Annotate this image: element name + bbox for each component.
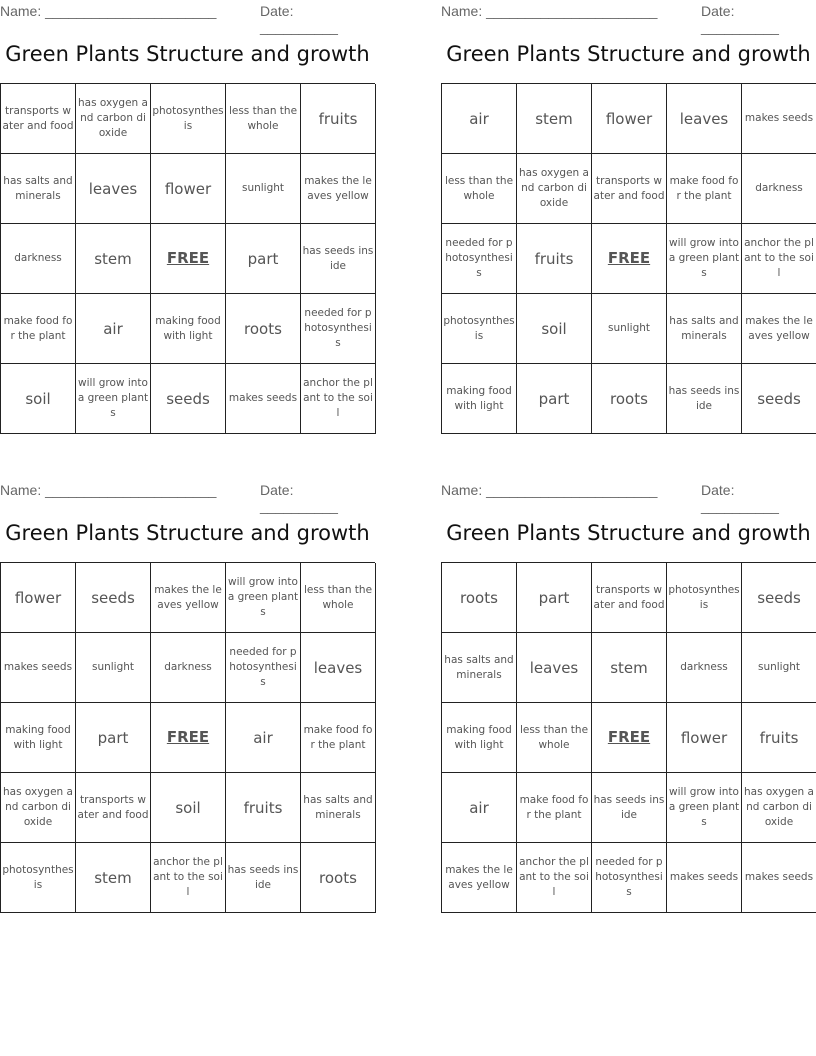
bingo-cell: less than the whole — [301, 563, 376, 633]
name-field-label: Name: ______________________ — [0, 3, 217, 19]
bingo-cell: has salts and minerals — [442, 633, 517, 703]
bingo-cell: makes seeds — [1, 633, 76, 703]
bingo-cell: make food for the plant — [1, 294, 76, 364]
free-space-cell: FREE — [592, 224, 667, 294]
bingo-card-4 — [441, 479, 816, 898]
bingo-cell: has oxygen and carbon dioxide — [517, 154, 592, 224]
bingo-cell: will grow into a green plants — [226, 563, 301, 633]
bingo-cell: anchor the plant to the soil — [301, 364, 376, 434]
card-header — [441, 479, 816, 514]
bingo-cell: makes seeds — [226, 364, 301, 434]
bingo-cell: flower — [151, 154, 226, 224]
bingo-cell: has oxygen and carbon dioxide — [76, 84, 151, 154]
bingo-cell: seeds — [742, 563, 816, 633]
bingo-cell: leaves — [301, 633, 376, 703]
bingo-cell: will grow into a green plants — [76, 364, 151, 434]
bingo-cell: seeds — [742, 364, 816, 434]
bingo-cell: anchor the plant to the soil — [151, 843, 226, 913]
free-space-cell: FREE — [151, 224, 226, 294]
bingo-cell: roots — [301, 843, 376, 913]
free-space-cell: FREE — [151, 703, 226, 773]
bingo-cell: making food with light — [151, 294, 226, 364]
bingo-cell: has seeds inside — [301, 224, 376, 294]
date-field-label: Date: __________ — [260, 3, 338, 35]
free-space-cell: FREE — [592, 703, 667, 773]
bingo-card-2 — [441, 0, 816, 412]
bingo-cell: roots — [442, 563, 517, 633]
bingo-cell: anchor the plant to the soil — [517, 843, 592, 913]
bingo-card-1 — [0, 0, 375, 419]
card-header — [0, 479, 375, 514]
bingo-cell: stem — [592, 633, 667, 703]
card-title: Green Plants Structure and growth — [5, 42, 370, 66]
bingo-grid — [0, 83, 375, 434]
bingo-cell: stem — [76, 843, 151, 913]
date-field-label: Date: __________ — [260, 482, 338, 514]
bingo-cell: fruits — [742, 703, 816, 773]
bingo-cell: soil — [517, 294, 592, 364]
bingo-cell: part — [517, 563, 592, 633]
bingo-cell: make food for the plant — [517, 773, 592, 843]
bingo-cell: sunlight — [742, 633, 816, 703]
bingo-grid — [441, 562, 816, 913]
bingo-cell: flower — [1, 563, 76, 633]
bingo-cell: has salts and minerals — [301, 773, 376, 843]
bingo-cell: making food with light — [1, 703, 76, 773]
bingo-cell: air — [76, 294, 151, 364]
bingo-cell: transports water and food — [1, 84, 76, 154]
bingo-cell: darkness — [742, 154, 816, 224]
card-header — [441, 0, 816, 35]
bingo-cell: will grow into a green plants — [667, 224, 742, 294]
bingo-cell: makes the leaves yellow — [301, 154, 376, 224]
bingo-cell: roots — [226, 294, 301, 364]
bingo-cell: has oxygen and carbon dioxide — [742, 773, 816, 843]
card-title: Green Plants Structure and growth — [446, 42, 811, 66]
date-field-label: Date: __________ — [701, 482, 779, 514]
name-field-label: Name: ______________________ — [441, 3, 658, 19]
bingo-cell: darkness — [1, 224, 76, 294]
bingo-cell: sunlight — [76, 633, 151, 703]
bingo-cell: transports water and food — [76, 773, 151, 843]
bingo-grid — [0, 562, 375, 913]
bingo-cell: will grow into a green plants — [667, 773, 742, 843]
bingo-cell: fruits — [517, 224, 592, 294]
bingo-cell: fruits — [226, 773, 301, 843]
bingo-cell: making food with light — [442, 364, 517, 434]
bingo-cell: has seeds inside — [667, 364, 742, 434]
bingo-cell: needed for photosynthesis — [442, 224, 517, 294]
name-field-label: Name: ______________________ — [0, 482, 217, 498]
bingo-cell: air — [442, 773, 517, 843]
bingo-cell: make food for the plant — [667, 154, 742, 224]
bingo-cell: anchor the plant to the soil — [742, 224, 816, 294]
bingo-cell: photosynthesis — [151, 84, 226, 154]
bingo-cell: darkness — [667, 633, 742, 703]
bingo-cell: air — [442, 84, 517, 154]
bingo-cell: photosynthesis — [1, 843, 76, 913]
bingo-cell: has salts and minerals — [667, 294, 742, 364]
bingo-cell: needed for photosynthesis — [226, 633, 301, 703]
bingo-cell: needed for photosynthesis — [592, 843, 667, 913]
bingo-cell: less than the whole — [226, 84, 301, 154]
card-title: Green Plants Structure and growth — [5, 521, 370, 545]
bingo-cell: stem — [517, 84, 592, 154]
bingo-cell: makes the leaves yellow — [151, 563, 226, 633]
bingo-cell: seeds — [76, 563, 151, 633]
bingo-cell: makes seeds — [667, 843, 742, 913]
bingo-cell: needed for photosynthesis — [301, 294, 376, 364]
bingo-cell: makes seeds — [742, 843, 816, 913]
bingo-cell: seeds — [151, 364, 226, 434]
bingo-cell: less than the whole — [517, 703, 592, 773]
bingo-cell: less than the whole — [442, 154, 517, 224]
bingo-cell: photosynthesis — [442, 294, 517, 364]
bingo-cell: soil — [151, 773, 226, 843]
bingo-cell: part — [517, 364, 592, 434]
bingo-cell: sunlight — [592, 294, 667, 364]
bingo-cell: leaves — [667, 84, 742, 154]
bingo-cell: soil — [1, 364, 76, 434]
bingo-cell: makes the leaves yellow — [742, 294, 816, 364]
bingo-cell: part — [226, 224, 301, 294]
bingo-cell: photosynthesis — [667, 563, 742, 633]
name-field-label: Name: ______________________ — [441, 482, 658, 498]
card-title: Green Plants Structure and growth — [446, 521, 811, 545]
bingo-cell: leaves — [517, 633, 592, 703]
bingo-cell: has salts and minerals — [1, 154, 76, 224]
bingo-cell: part — [76, 703, 151, 773]
bingo-cell: air — [226, 703, 301, 773]
bingo-cell: sunlight — [226, 154, 301, 224]
bingo-cell: darkness — [151, 633, 226, 703]
bingo-cell: fruits — [301, 84, 376, 154]
card-header — [0, 0, 375, 35]
bingo-cell: making food with light — [442, 703, 517, 773]
bingo-card-3 — [0, 479, 375, 898]
bingo-cell: make food for the plant — [301, 703, 376, 773]
bingo-cell: stem — [76, 224, 151, 294]
bingo-cell: makes the leaves yellow — [442, 843, 517, 913]
bingo-cell: makes seeds — [742, 84, 816, 154]
bingo-cell: transports water and food — [592, 563, 667, 633]
bingo-cell: roots — [592, 364, 667, 434]
bingo-cell: has oxygen and carbon dioxide — [1, 773, 76, 843]
date-field-label: Date: __________ — [701, 3, 779, 35]
bingo-grid — [441, 83, 816, 434]
bingo-cell: has seeds inside — [226, 843, 301, 913]
bingo-cell: flower — [667, 703, 742, 773]
bingo-cell: flower — [592, 84, 667, 154]
bingo-cell: leaves — [76, 154, 151, 224]
bingo-cell: transports water and food — [592, 154, 667, 224]
bingo-cell: has seeds inside — [592, 773, 667, 843]
